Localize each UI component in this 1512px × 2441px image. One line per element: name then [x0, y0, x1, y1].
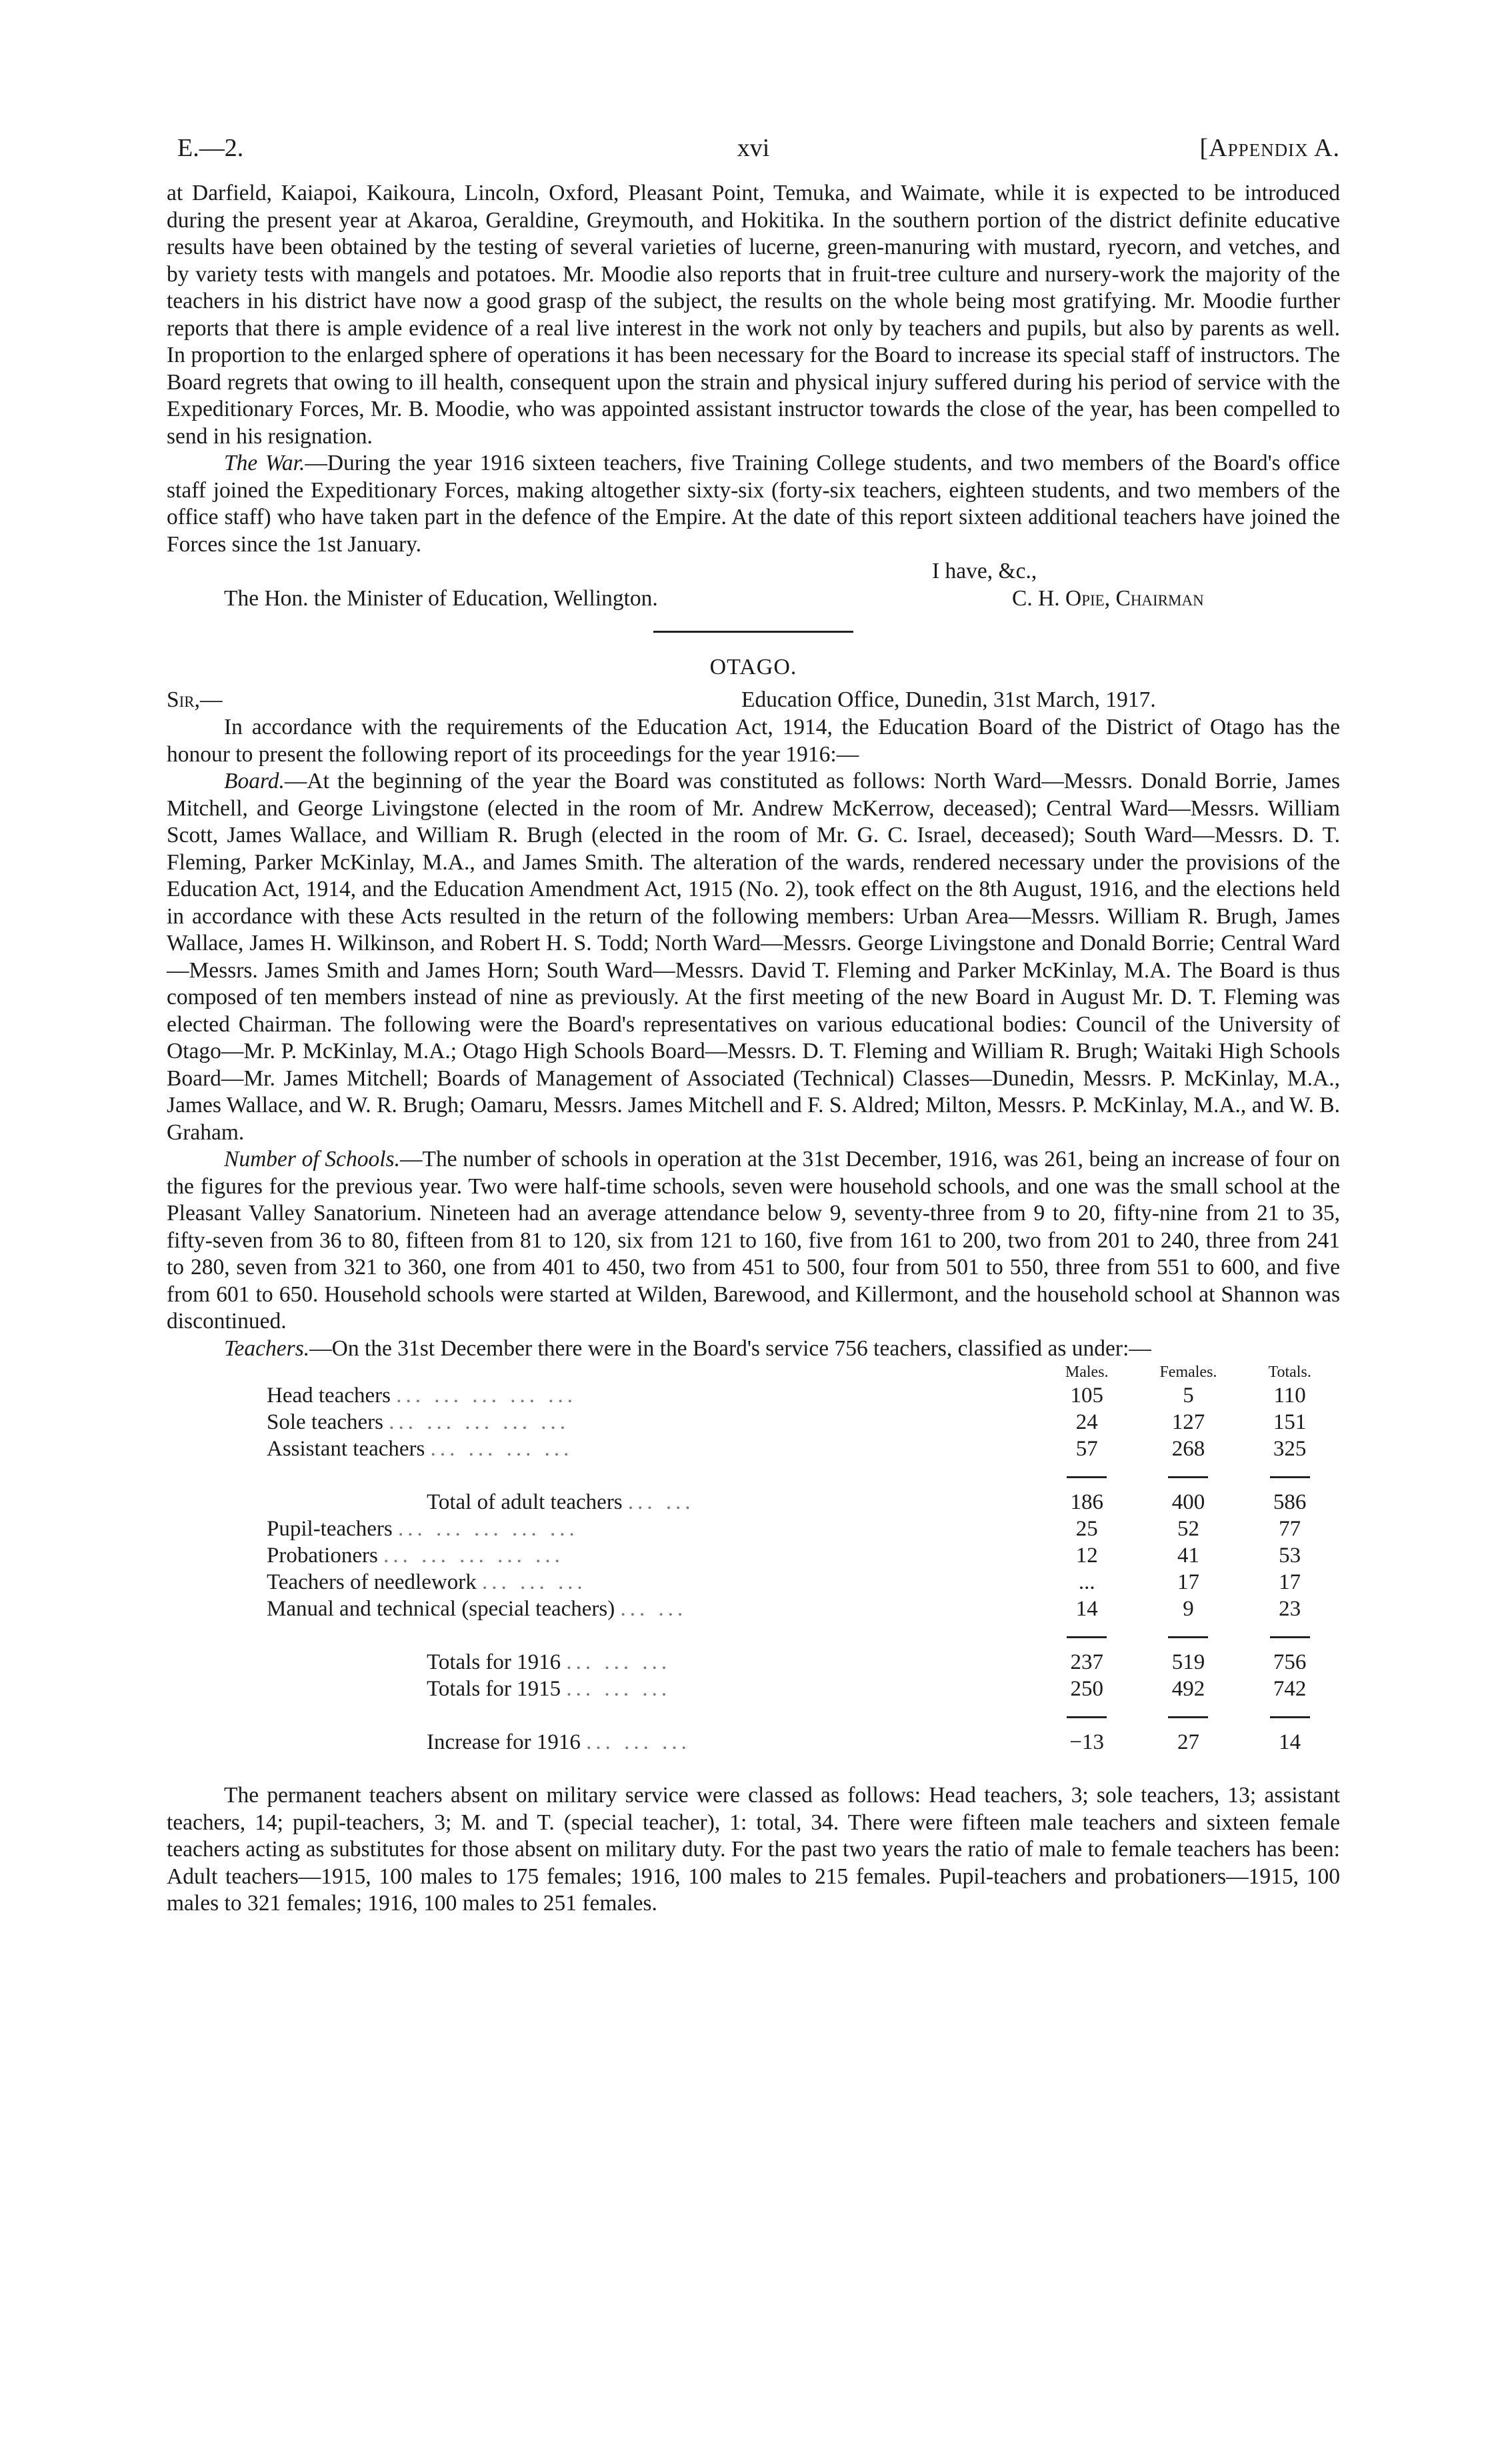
war-text: —During the year 1916 sixteen teachers, five Training College students, and two members of the Board's office staff joined the Expeditionary Forces, making altogether sixty-six (forty-six teachers, eighteen students, and two members of the office staff) who have taken part in the defence of the Empire. At the date of this report sixteen additional teachers have joined the Forces since the 1st January. [167, 451, 1340, 557]
closing-phrase: I have, &c., [932, 559, 1037, 583]
rule-mark [1270, 1636, 1310, 1638]
table-row-assistant-teachers [267, 1436, 1340, 1462]
column-header-males: Males. [1065, 1364, 1109, 1381]
table-row-pupil-teachers [267, 1516, 1340, 1542]
rule-mark [1067, 1716, 1107, 1718]
leader-dots: ... ... ... ... ... [398, 1517, 579, 1541]
header-appendix: [Appendix A. [1199, 134, 1340, 162]
board-heading: Board. [224, 769, 285, 793]
table-row-needlework [267, 1569, 1340, 1596]
leader-dots: ... ... ... ... [430, 1437, 573, 1461]
table-rule-row [267, 1622, 1340, 1649]
salutation-line [167, 686, 1340, 714]
leader-dots: ... ... ... [566, 1650, 671, 1674]
section-divider [653, 631, 853, 633]
schools-paragraph [167, 1146, 1340, 1336]
cell-males: 186 [1070, 1490, 1103, 1514]
row-label: Total of adult teachers [427, 1490, 623, 1514]
salutation: Sir,— [167, 687, 223, 712]
cell-totals: 17 [1279, 1570, 1301, 1594]
addressee: The Hon. the Minister of Education, Wellington. [224, 585, 658, 611]
cell-totals: 77 [1279, 1517, 1301, 1541]
cell-males: 24 [1075, 1410, 1098, 1434]
cell-females: 9 [1183, 1597, 1194, 1621]
board-paragraph [167, 768, 1340, 1146]
leader-dots: ... ... [627, 1490, 695, 1514]
row-label: Increase for 1916 [427, 1730, 581, 1754]
table-row-head-teachers [267, 1382, 1340, 1409]
row-label: Sole teachers [267, 1410, 384, 1434]
cell-females: 519 [1171, 1650, 1205, 1674]
table-row-increase [267, 1729, 1340, 1756]
row-label: Manual and technical (special teachers) [267, 1597, 615, 1621]
cell-males: 25 [1075, 1517, 1098, 1541]
closing-line [167, 558, 1340, 585]
cell-totals: 325 [1273, 1437, 1307, 1461]
leader-dots: ... ... ... [481, 1570, 587, 1594]
cell-females: 268 [1171, 1437, 1205, 1461]
schools-text: —The number of schools in operation at the 31st December, 1916, was 261, being an increase of four on the figures for the previous year. Two were half-time schools, seven were household schools, and one was the small school at the Pleasant Valley Sanatorium. Nineteen had an average attendance below 9, seventy-three from 9 to 20, fifty-nine from 21 to 35, fifty-seven from 36 to 80, fifteen from 81 to 120, six from 121 to 160, five from 161 to 200, two from 201 to 240, three from 241 to 280, seven from 321 to 360, one from 401 to 450, two from 451 to 500, four from 501 to 550, three from 551 to 600, and five from 601 to 650. Household schools were started at Wilden, Barewood, and Killermont, and the household school at Shannon was discontinued. [167, 1147, 1340, 1334]
signature-line [167, 585, 1340, 613]
column-header-females: Females. [1159, 1364, 1217, 1381]
canterbury-paragraph: at Darfield, Kaiapoi, Kaikoura, Lincoln, Oxford, Pleasant Point, Temuka, and Waimate, while it is expected to be introduced during the present year at Akaroa, Geraldine, Greymouth, and Hokitika. In the southern portion of the district definite educative results have been obtained by the testing of several varieties of lucerne, green-manuring with mustard, ryecorn, and vetches, and by variety tests with mangels and potatoes. Mr. Moodie also reports that in fruit-tree culture and nursery-work the majority of the teachers in his district have now a good grasp of the subject, the results on the whole being most gratifying. Mr. Moodie further reports that there is ample evidence of a real live interest in the work not only by teachers and pupils, but also by parents as well. In proportion to the enlarged sphere of operations it has been necessary for the Board to increase its special staff of instructors. The Board regrets that owing to ill health, consequent upon the strain and physical injury suffered during his period of service with the Expeditionary Forces, Mr. B. Moodie, who was appointed assistant instructor towards the close of the year, has been compelled to send in his resignation. [167, 181, 1340, 449]
header-page-number: xvi [737, 134, 770, 162]
cell-totals: 586 [1273, 1490, 1307, 1514]
cell-males: −13 [1069, 1730, 1105, 1754]
cell-females: 27 [1177, 1730, 1199, 1754]
cell-females: 41 [1177, 1544, 1199, 1568]
table-row-probationers [267, 1542, 1340, 1569]
row-label: Assistant teachers [267, 1437, 425, 1461]
war-paragraph [167, 450, 1340, 558]
office-date: Education Office, Dunedin, 31st March, 1917. [741, 687, 1156, 712]
document-page [167, 133, 1340, 1918]
cell-totals: 110 [1273, 1384, 1306, 1408]
table-row-manual-technical [267, 1596, 1340, 1622]
leader-dots: ... ... [620, 1597, 687, 1621]
cell-males: 250 [1070, 1677, 1103, 1701]
row-label: Totals for 1915 [427, 1677, 561, 1701]
teachers-text: —On the 31st December there were in the Board's service 756 teachers, classified as under:— [309, 1336, 1151, 1361]
header-reference: E.—2. [177, 134, 244, 162]
cell-females: 400 [1171, 1490, 1205, 1514]
row-label: Teachers of needlework [267, 1570, 477, 1594]
cell-females: 52 [1177, 1517, 1199, 1541]
rule-mark [1067, 1636, 1107, 1638]
leader-dots: ... ... ... ... ... [389, 1410, 570, 1434]
war-heading: The War. [224, 451, 305, 475]
cell-males: 14 [1075, 1597, 1098, 1621]
cell-males: ... [1078, 1570, 1095, 1594]
rule-mark [1270, 1476, 1310, 1478]
cell-totals: 53 [1279, 1544, 1301, 1568]
cell-totals: 151 [1273, 1410, 1307, 1434]
cell-totals: 742 [1273, 1677, 1307, 1701]
row-label: Totals for 1916 [427, 1650, 561, 1674]
table-row-totals-1916 [267, 1649, 1340, 1676]
table-row-sole-teachers [267, 1409, 1340, 1436]
cell-totals: 756 [1273, 1650, 1307, 1674]
intro-paragraph: In accordance with the requirements of the Education Act, 1914, the Education Board of the District of Otago has the honour to present the following report of its proceedings for the year 1916:— [167, 715, 1340, 767]
leader-dots: ... ... ... ... ... [383, 1544, 564, 1568]
rule-mark [1067, 1476, 1107, 1478]
table-header-row [267, 1362, 1340, 1382]
section-title-otago: OTAGO. [709, 655, 797, 679]
cell-totals: 23 [1279, 1597, 1301, 1621]
row-label: Probationers [267, 1544, 378, 1568]
rule-mark [1168, 1636, 1208, 1638]
teachers-paragraph [167, 1336, 1340, 1363]
page-header [167, 133, 1340, 180]
table-rule-row [267, 1462, 1340, 1489]
table-rule-row [267, 1702, 1340, 1729]
cell-males: 57 [1075, 1437, 1098, 1461]
cell-females: 492 [1171, 1677, 1205, 1701]
signatory: C. H. Opie, Chairman [1012, 585, 1204, 611]
leader-dots: ... ... ... [586, 1730, 691, 1754]
cell-females: 127 [1171, 1410, 1205, 1434]
cell-totals: 14 [1279, 1730, 1301, 1754]
schools-heading: Number of Schools. [224, 1147, 400, 1171]
column-header-totals: Totals. [1268, 1364, 1311, 1381]
rule-mark [1168, 1716, 1208, 1718]
teachers-heading: Teachers. [224, 1336, 310, 1361]
teachers-table [267, 1362, 1340, 1782]
cell-females: 5 [1183, 1384, 1194, 1408]
leader-dots: ... ... ... ... ... [396, 1384, 577, 1408]
table-row-total-adult [267, 1489, 1340, 1516]
military-paragraph: The permanent teachers absent on military service were classed as follows: Head teachers, 3; sole teachers, 13; assistant teachers, 14; pupil-teachers, 3; M. and T. (special teacher), 1: total, 34. There were fifteen male teachers and sixteen female teachers acting as substitutes for those absent on military duty. For the past two years the ratio of male to female teachers has been: Adult teachers—1915, 100 males to 175 females; 1916, 100 males to 215 females. Pupil-teachers and probationers—1915, 100 males to 321 females; 1916, 100 males to 251 females. [167, 1783, 1340, 1916]
row-label: Head teachers [267, 1384, 391, 1408]
board-text: —At the beginning of the year the Board was constituted as follows: North Ward—Messrs. Donald Borrie, James Mitchell, and George Livingstone (elected in the room of Mr. Andrew McKerrow, deceased); Central Ward—Messrs. William Scott, James Wallace, and William R. Brugh (elected in the room of Mr. G. C. Israel, deceased); South Ward—Messrs. D. T. Fleming, Parker McKinlay, M.A., and James Smith. The alteration of the wards, rendered necessary under the provisions of the Education Act, 1914, and the Education Amendment Act, 1915 (No. 2), took effect on the 8th August, 1916, and the elections held in accordance with these Acts resulted in the return of the following members: Urban Area—Messrs. William R. Brugh, James Wallace, James H. Wilkinson, and Robert H. S. Todd; North Ward—Messrs. George Livingstone and Donald Borrie; Central Ward—Messrs. James Smith and James Horn; South Ward—Messrs. David T. Fleming and Parker McKinlay, M.A. The Board is thus composed of ten members instead of nine as previously. At the first meeting of the new Board in August Mr. D. T. Fleming was elected Chairman. The following were the Board's representatives on various educational bodies: Council of the University of Otago—Mr. P. McKinlay, M.A.; Otago High Schools Board—Messrs. D. T. Fleming and William R. Brugh; Waitaki High Schools Board—Mr. James Mitchell; Boards of Management of Associated (Technical) Classes—Dunedin, Messrs. P. McKinlay, M.A., James Wallace, and W. R. Brugh; Oamaru, Messrs. James Mitchell and F. S. Aldred; Milton, Messrs. P. McKinlay, M.A., and W. B. Graham. [167, 769, 1340, 1145]
table-row-totals-1915 [267, 1676, 1340, 1702]
rule-mark [1270, 1716, 1310, 1718]
leader-dots: ... ... ... [566, 1677, 671, 1701]
cell-males: 105 [1070, 1384, 1103, 1408]
rule-mark [1168, 1476, 1208, 1478]
cell-males: 237 [1070, 1650, 1103, 1674]
cell-females: 17 [1177, 1570, 1199, 1594]
row-label: Pupil-teachers [267, 1517, 393, 1541]
cell-males: 12 [1075, 1544, 1098, 1568]
